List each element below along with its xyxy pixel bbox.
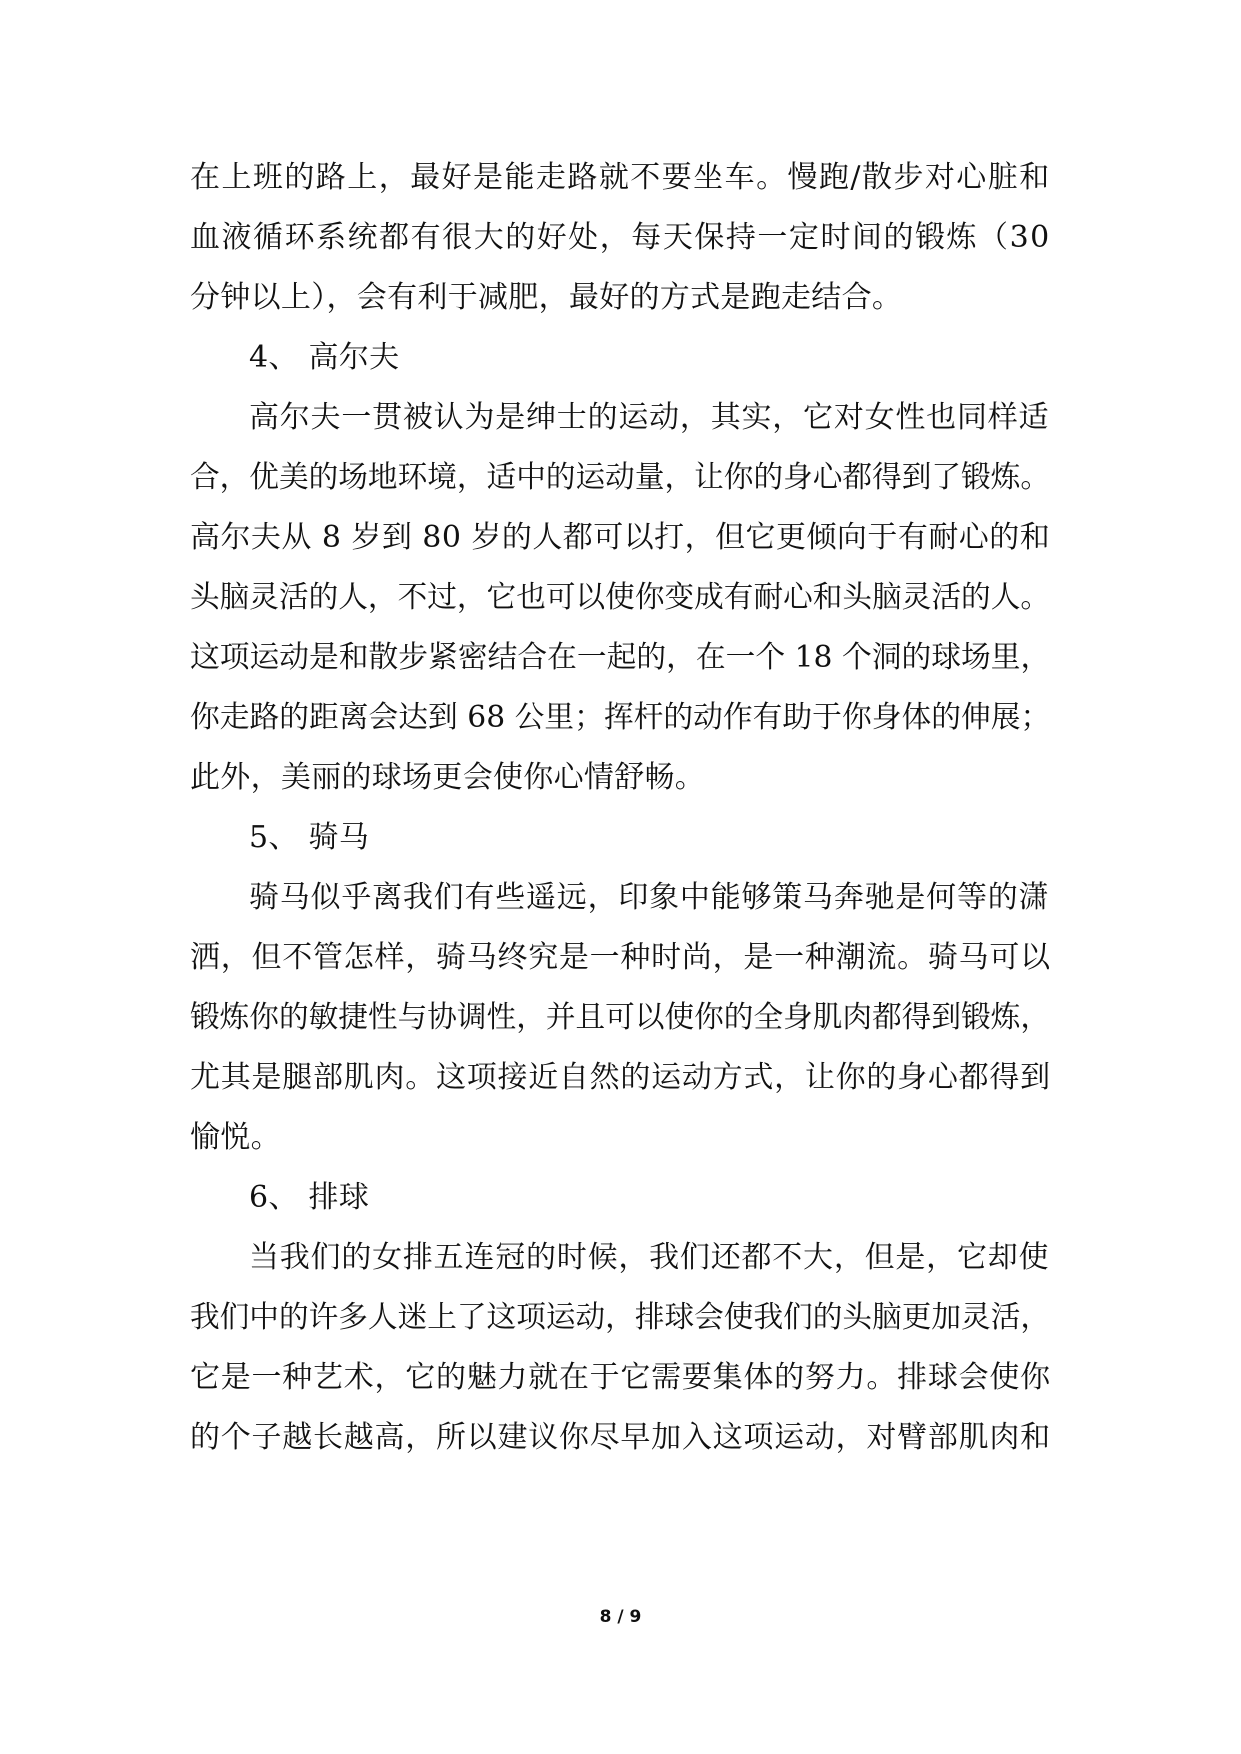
section-heading-volleyball: 6、 排球 bbox=[249, 1180, 370, 1215]
page-number: 8 / 9 bbox=[599, 1607, 642, 1627]
paragraph-line: 合，优美的场地环境，适中的运动量，让你的身心都得到了锻炼。 bbox=[190, 460, 1050, 495]
paragraph-line: 我们中的许多人迷上了这项运动，排球会使我们的头脑更加灵活， bbox=[190, 1300, 1050, 1335]
paragraph-line: 这项运动是和散步紧密结合在一起的，在一个 18 个洞的球场里， bbox=[190, 640, 1051, 675]
paragraph-line: 尤其是腿部肌肉。这项接近自然的运动方式，让你的身心都得到 bbox=[190, 1060, 1051, 1095]
paragraph-line: 骑马似乎离我们有些遥远，印象中能够策马奔驰是何等的潇 bbox=[249, 880, 1050, 915]
section-heading-golf: 4、 高尔夫 bbox=[249, 340, 400, 375]
paragraph-line: 它是一种艺术，它的魅力就在于它需要集体的努力。排球会使你 bbox=[190, 1360, 1051, 1395]
paragraph-line: 血液循环系统都有很大的好处，每天保持一定时间的锻炼（30 bbox=[190, 220, 1051, 255]
paragraph-line: 的个子越长越高，所以建议你尽早加入这项运动，对臂部肌肉和 bbox=[190, 1420, 1051, 1455]
paragraph-line: 愉悦。 bbox=[190, 1120, 281, 1155]
paragraph-line: 高尔夫从 8 岁到 80 岁的人都可以打，但它更倾向于有耐心的和 bbox=[190, 520, 1051, 555]
paragraph-line: 分钟以上），会有利于减肥，最好的方式是跑走结合。 bbox=[190, 280, 903, 315]
paragraph-line: 锻炼你的敏捷性与协调性，并且可以使你的全身肌肉都得到锻炼， bbox=[190, 1000, 1050, 1035]
paragraph-line: 洒，但不管怎样，骑马终究是一种时尚，是一种潮流。骑马可以 bbox=[190, 940, 1051, 975]
section-heading-horse-riding: 5、 骑马 bbox=[249, 820, 370, 855]
paragraph-line: 在上班的路上，最好是能走路就不要坐车。慢跑/散步对心脏和 bbox=[190, 160, 1051, 195]
paragraph-line: 当我们的女排五连冠的时候，我们还都不大，但是，它却使 bbox=[249, 1240, 1050, 1275]
paragraph-line: 你走路的距离会达到 68 公里；挥杆的动作有助于你身体的伸展； bbox=[190, 700, 1051, 735]
paragraph-line: 此外，美丽的球场更会使你心情舒畅。 bbox=[190, 760, 706, 795]
paragraph-line: 高尔夫一贯被认为是绅士的运动，其实，它对女性也同样适 bbox=[249, 400, 1050, 435]
paragraph-line: 头脑灵活的人，不过，它也可以使你变成有耐心和头脑灵活的人。 bbox=[190, 580, 1050, 615]
